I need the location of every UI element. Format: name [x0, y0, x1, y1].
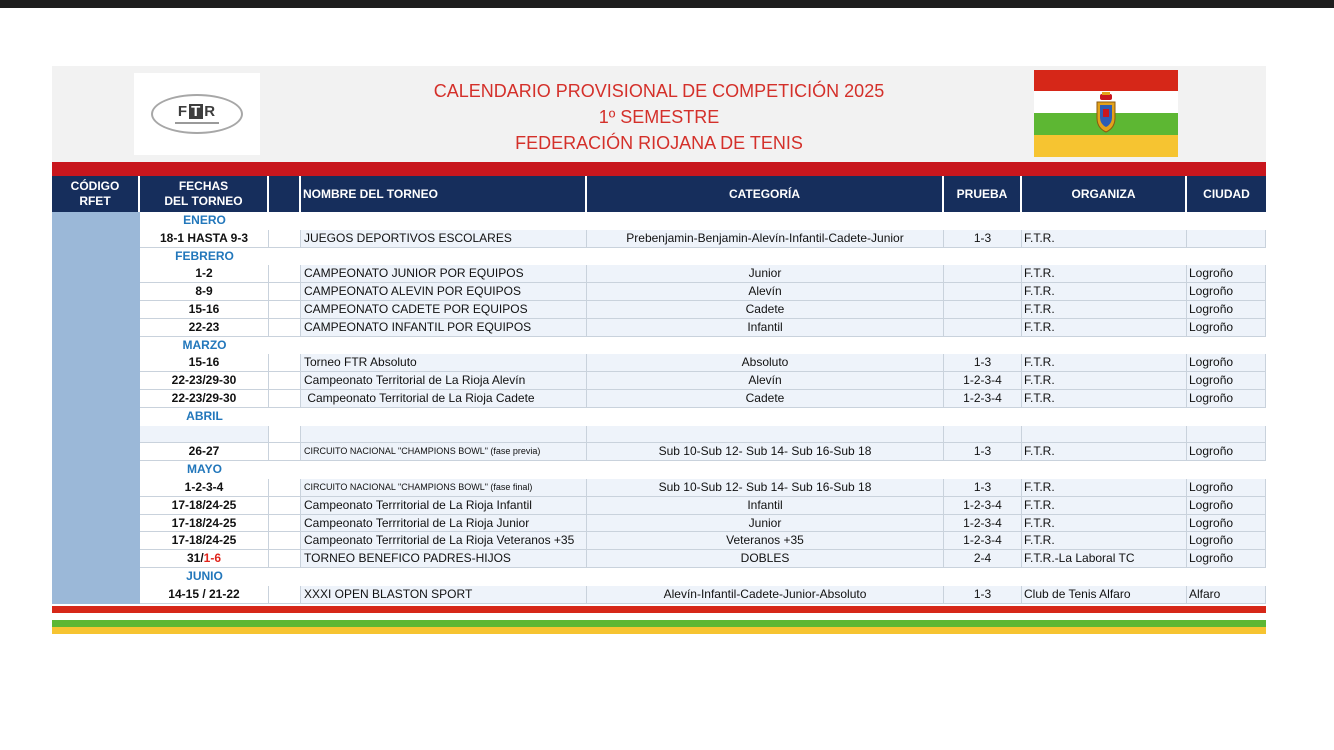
- tournament-name: CAMPEONATO INFANTIL POR EQUIPOS: [301, 319, 587, 337]
- prueba-cell: 1-2-3-4: [944, 532, 1022, 550]
- tournament-name: Torneo FTR Absoluto: [301, 354, 587, 372]
- organizer-cell: F.T.R.: [1022, 515, 1187, 533]
- table-row: [52, 319, 1266, 337]
- table-row: [52, 372, 1266, 390]
- col-nombre: NOMBRE DEL TORNEO: [301, 176, 587, 212]
- month-label: MAYO: [187, 462, 222, 477]
- city-cell: Alfaro: [1187, 586, 1266, 604]
- month-row: [52, 461, 1266, 479]
- dates-cell: 22-23: [140, 319, 269, 337]
- city-cell: Logroño: [1187, 532, 1266, 550]
- col-codigo: CÓDIGO RFET: [52, 176, 140, 212]
- dates-cell: 17-18/24-25: [140, 532, 269, 550]
- table-row: [52, 586, 1266, 604]
- prueba-cell: 1-2-3-4: [944, 390, 1022, 408]
- prueba-cell: [944, 301, 1022, 319]
- organizer-cell: F.T.R.: [1022, 443, 1187, 461]
- tournament-name: CIRCUITO NACIONAL "CHAMPIONS BOWL" (fase previa): [301, 443, 587, 461]
- table-row: [52, 532, 1266, 550]
- month-label: JUNIO: [186, 568, 223, 583]
- prueba-cell: 2-4: [944, 550, 1022, 568]
- ftr-logo-subtext: [175, 122, 219, 124]
- col-organiza: ORGANIZA: [1022, 176, 1187, 212]
- city-cell: Logroño: [1187, 443, 1266, 461]
- organizer-cell: Club de Tenis Alfaro: [1022, 586, 1187, 604]
- category-cell: Veteranos +35: [587, 532, 944, 550]
- city-cell: Logroño: [1187, 283, 1266, 301]
- city-cell: [1187, 230, 1266, 248]
- month-row: [52, 568, 1266, 586]
- title-line-1: CALENDARIO PROVISIONAL DE COMPETICIÓN 2025: [433, 81, 885, 101]
- prueba-cell: 1-3: [944, 586, 1022, 604]
- organizer-cell: F.T.R.: [1022, 230, 1187, 248]
- tournament-name: TORNEO BENEFICO PADRES-HIJOS: [301, 550, 587, 568]
- title-line-2: 1º SEMESTRE: [598, 107, 720, 127]
- table-row: [52, 443, 1266, 461]
- organizer-cell: F.T.R.-La Laboral TC: [1022, 550, 1187, 568]
- month-row: [52, 337, 1266, 355]
- organizer-cell: F.T.R.: [1022, 319, 1187, 337]
- dates-cell: 17-18/24-25: [140, 497, 269, 515]
- dates-cell: 26-27: [140, 443, 269, 461]
- prueba-cell: 1-2-3-4: [944, 372, 1022, 390]
- dates-cell: 18-1 HASTA 9-3: [140, 230, 269, 248]
- dates-cell: 14-15 / 21-22: [140, 586, 269, 604]
- col-prueba: PRUEBA: [944, 176, 1022, 212]
- table-row: [52, 354, 1266, 372]
- dates-cell: 1-2: [140, 265, 269, 283]
- coat-of-arms-icon: [1094, 92, 1118, 134]
- tournament-name: Campeonato Terrritorial de La Rioja Infantil: [301, 497, 587, 515]
- table-row-empty: [52, 426, 1266, 444]
- prueba-cell: [944, 265, 1022, 283]
- table-header: [52, 176, 1266, 212]
- prueba-cell: [944, 283, 1022, 301]
- col-blank: [269, 176, 301, 212]
- title-line-3: FEDERACIÓN RIOJANA DE TENIS: [515, 133, 803, 153]
- category-cell: Sub 10-Sub 12- Sub 14- Sub 16-Sub 18: [587, 443, 944, 461]
- category-cell: Infantil: [587, 319, 944, 337]
- tournament-name: JUEGOS DEPORTIVOS ESCOLARES: [301, 230, 587, 248]
- footer-flag-bands: [52, 606, 1266, 634]
- category-cell: Prebenjamin-Benjamin-Alevín-Infantil-Cadete-Junior: [587, 230, 944, 248]
- tournament-name: CAMPEONATO JUNIOR POR EQUIPOS: [301, 265, 587, 283]
- header-red-band: [52, 162, 1266, 176]
- tournament-name: CAMPEONATO CADETE POR EQUIPOS: [301, 301, 587, 319]
- tournament-name: CIRCUITO NACIONAL "CHAMPIONS BOWL" (fase final): [301, 479, 587, 497]
- tournament-name: Campeonato Territorial de La Rioja Cadete: [301, 390, 587, 408]
- organizer-cell: F.T.R.: [1022, 301, 1187, 319]
- table-row: [52, 390, 1266, 408]
- prueba-cell: 1-3: [944, 479, 1022, 497]
- dates-cell: 8-9: [140, 283, 269, 301]
- prueba-cell: 1-2-3-4: [944, 515, 1022, 533]
- table-row: [52, 479, 1266, 497]
- dates-cell: 15-16: [140, 301, 269, 319]
- city-cell: Logroño: [1187, 372, 1266, 390]
- prueba-cell: 1-3: [944, 230, 1022, 248]
- organizer-cell: F.T.R.: [1022, 390, 1187, 408]
- month-row: [52, 212, 1266, 230]
- organizer-cell: F.T.R.: [1022, 354, 1187, 372]
- calendar-sheet: [52, 66, 1266, 634]
- table-row: [52, 515, 1266, 533]
- dates-cell: 17-18/24-25: [140, 515, 269, 533]
- table-row: [52, 301, 1266, 319]
- organizer-cell: F.T.R.: [1022, 283, 1187, 301]
- organizer-cell: F.T.R.: [1022, 497, 1187, 515]
- month-label: ENERO: [183, 213, 226, 227]
- category-cell: Alevín: [587, 372, 944, 390]
- dates-cell: 22-23/29-30: [140, 372, 269, 390]
- col-ciudad: CIUDAD: [1203, 186, 1250, 201]
- category-cell: Sub 10-Sub 12- Sub 14- Sub 16-Sub 18: [587, 479, 944, 497]
- tournament-name: XXXI OPEN BLASTON SPORT: [301, 586, 587, 604]
- col-fechas: FECHAS DEL TORNEO: [140, 176, 269, 212]
- table-row: [52, 497, 1266, 515]
- tournament-name: CAMPEONATO ALEVIN POR EQUIPOS: [301, 283, 587, 301]
- category-cell: DOBLES: [587, 550, 944, 568]
- organizer-cell: F.T.R.: [1022, 265, 1187, 283]
- city-cell: Logroño: [1187, 319, 1266, 337]
- city-cell: Logroño: [1187, 550, 1266, 568]
- city-cell: Logroño: [1187, 479, 1266, 497]
- category-cell: Cadete: [587, 301, 944, 319]
- prueba-cell: 1-2-3-4: [944, 497, 1022, 515]
- document-title: [352, 78, 966, 156]
- city-cell: Logroño: [1187, 497, 1266, 515]
- ftr-logo: [134, 73, 260, 155]
- city-cell: Logroño: [1187, 390, 1266, 408]
- la-rioja-flag: [1034, 70, 1178, 157]
- tournament-name: Campeonato Terrritorial de La Rioja Junior: [301, 515, 587, 533]
- dates-cell: 15-16: [140, 354, 269, 372]
- category-cell: Junior: [587, 265, 944, 283]
- month-row: [52, 248, 1266, 266]
- table-row: [52, 550, 1266, 568]
- tournament-name: Campeonato Terrritorial de La Rioja Veteranos +35: [301, 532, 587, 550]
- table-row: [52, 230, 1266, 248]
- table-row: [52, 265, 1266, 283]
- top-bar: [0, 0, 1334, 8]
- month-label: FEBRERO: [175, 248, 234, 263]
- organizer-cell: F.T.R.: [1022, 479, 1187, 497]
- organizer-cell: F.T.R.: [1022, 372, 1187, 390]
- category-cell: Infantil: [587, 497, 944, 515]
- month-label: MARZO: [182, 337, 227, 352]
- organizer-cell: F.T.R.: [1022, 532, 1187, 550]
- col-categoria: CATEGORÍA: [587, 176, 944, 212]
- prueba-cell: [944, 319, 1022, 337]
- ftr-logo-oval: [151, 94, 243, 134]
- ftr-logo-text: F T R: [177, 103, 217, 120]
- month-label: ABRIL: [186, 408, 223, 423]
- city-cell: Logroño: [1187, 354, 1266, 372]
- dates-cell: 31/1-6: [140, 550, 269, 568]
- month-row: [52, 408, 1266, 426]
- tournament-name: Campeonato Territorial de La Rioja Alevín: [301, 372, 587, 390]
- prueba-cell: 1-3: [944, 354, 1022, 372]
- table-row: [52, 283, 1266, 301]
- category-cell: Cadete: [587, 390, 944, 408]
- category-cell: Absoluto: [587, 354, 944, 372]
- category-cell: Junior: [587, 515, 944, 533]
- category-cell: Alevín: [587, 283, 944, 301]
- city-cell: Logroño: [1187, 515, 1266, 533]
- category-cell: Alevín-Infantil-Cadete-Junior-Absoluto: [587, 586, 944, 604]
- city-cell: Logroño: [1187, 265, 1266, 283]
- dates-cell: 22-23/29-30: [140, 390, 269, 408]
- prueba-cell: 1-3: [944, 443, 1022, 461]
- document-header: [52, 66, 1266, 162]
- city-cell: Logroño: [1187, 301, 1266, 319]
- dates-cell: 1-2-3-4: [140, 479, 269, 497]
